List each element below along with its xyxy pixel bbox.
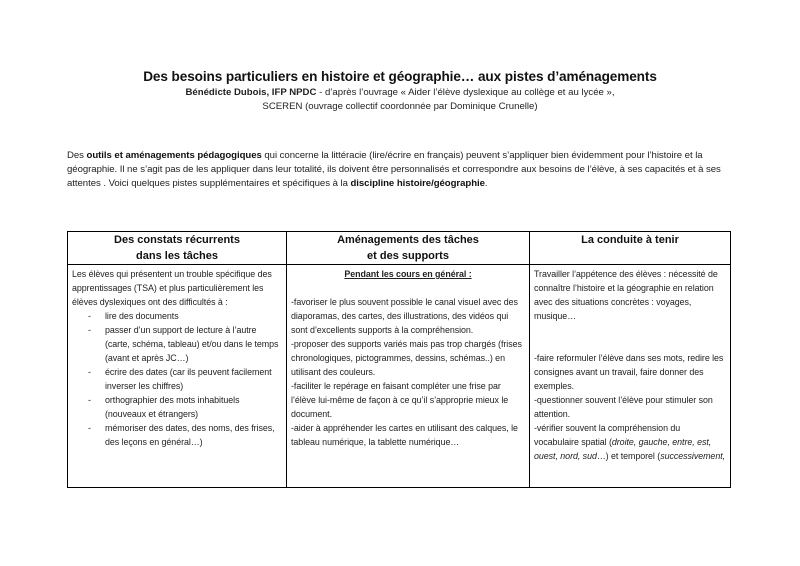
italic-temporal-terms: successivement, — [660, 451, 726, 461]
italic-spatial-terms: droite, gauche, entre, est, ouest, nord, sud — [534, 437, 712, 461]
dash-bullet-icon: - — [88, 367, 91, 377]
list-item — [72, 323, 282, 365]
table-header-row — [68, 232, 731, 265]
list-item — [72, 365, 282, 393]
dash-bullet-icon: - — [88, 325, 91, 335]
intro-bold-discipline: discipline histoire/géographie — [350, 178, 485, 189]
conduite-paragraph-vocabulary — [534, 421, 726, 463]
list-item — [72, 309, 282, 323]
list-item-text: lire des documents — [105, 311, 179, 321]
document-subtitle-line1 — [0, 86, 800, 100]
header-conduite — [530, 232, 731, 265]
header-line: Aménagements des tâches — [337, 234, 479, 246]
table-row — [68, 265, 731, 488]
text: …) et temporel ( — [596, 451, 661, 461]
intro-text: qui concerne la littéracie (lire/écrire en français) peuvent s’appliquer bien évidemment pour l’histoire et la géographie. Il ne s’agit pas de les appliquer dans leur totalité, ils doivent être personnalisés et correspondre aux besoins de l’élève, à ses capacités et à ses attentes . Voici quelques pistes supplémentaires et spécifiques à la — [67, 150, 721, 189]
text: -vérifier souvent la compréhension du vocabulaire spatial ( — [534, 423, 681, 447]
dash-bullet-icon: - — [88, 423, 91, 433]
header-line: et des supports — [367, 249, 449, 262]
header-constats — [68, 232, 287, 265]
amenagement-paragraph: -aider à appréhender les cartes en utilisant des calques, le tableau numérique, la tablette numérique… — [291, 423, 518, 447]
header-amenagements — [287, 232, 530, 265]
document-title: Des besoins particuliers en histoire et géographie… aux pistes d’aménagements — [143, 69, 657, 84]
accommodations-table — [67, 231, 731, 488]
cell-conduite — [530, 265, 731, 488]
conduite-paragraph: -questionner souvent l’élève pour stimuler son attention. — [534, 395, 713, 419]
list-item — [72, 393, 282, 421]
amenagement-paragraph: -favoriser le plus souvent possible le canal visuel avec des diaporamas, des cartes, des illustrations, des vidéos qui sont d’excellents supports à la compréhension. — [291, 297, 518, 335]
list-item-text: mémoriser des dates, des noms, des frises, des leçons en général…) — [105, 423, 275, 447]
amenagements-heading: Pendant les cours en général : — [344, 269, 472, 279]
list-item — [72, 421, 282, 449]
constats-intro: Les élèves qui présentent un trouble spécifique des apprentissages (TSA) et plus particulièrement les élèves dyslexiques ont des difficultés à : — [72, 269, 272, 307]
list-item-text: passer d’un support de lecture à l’autre (carte, schéma, tableau) et/ou dans le temps (avant et après JC…) — [105, 325, 279, 363]
conduite-paragraph: -faire reformuler l’élève dans ses mots, redire les consignes avant un travail, faire donner des exemples. — [534, 353, 724, 391]
cell-amenagements — [287, 265, 530, 488]
difficulties-list — [72, 309, 282, 449]
header-line: Des constats récurrents — [114, 234, 240, 246]
amenagement-paragraph: -faciliter le repérage en faisant compléter une frise par l’élève lui-même de façon à ce qu’il s’approprie mieux le document. — [291, 381, 509, 419]
dash-bullet-icon: - — [88, 395, 91, 405]
intro-paragraph — [67, 149, 737, 191]
list-item-text: écrire des dates (car ils peuvent facilement inverser les chiffres) — [105, 367, 272, 391]
list-item-text: orthographier des mots inhabituels (nouveaux et étrangers) — [105, 395, 240, 419]
header-line: La conduite à tenir — [581, 234, 679, 246]
author-name: Bénédicte Dubois, IFP NPDC — [185, 87, 317, 98]
cell-constats — [68, 265, 287, 488]
document-subtitle-line2: SCEREN (ouvrage collectif coordonnée par Dominique Crunelle) — [262, 101, 538, 112]
intro-text: . — [484, 178, 488, 189]
header-line: dans les tâches — [136, 249, 218, 262]
dash-bullet-icon: - — [88, 311, 91, 321]
source-reference: - d’après l’ouvrage « Aider l’élève dyslexique au collège et au lycée », — [316, 87, 615, 98]
spacer — [534, 323, 726, 351]
conduite-intro: Travailler l’appétence des élèves : nécessité de connaître l’histoire et la géographie en relation avec des situations concrètes : voyages, musique… — [534, 269, 718, 321]
amenagement-paragraph: -proposer des supports variés mais pas trop chargés (frises chronologiques, pictogrammes, dessins, schémas..) en utilisant des couleurs. — [291, 339, 522, 377]
document-header — [0, 68, 800, 114]
intro-text: Des — [67, 150, 87, 161]
intro-bold-tools: outils et aménagements pédagogiques — [86, 150, 262, 161]
